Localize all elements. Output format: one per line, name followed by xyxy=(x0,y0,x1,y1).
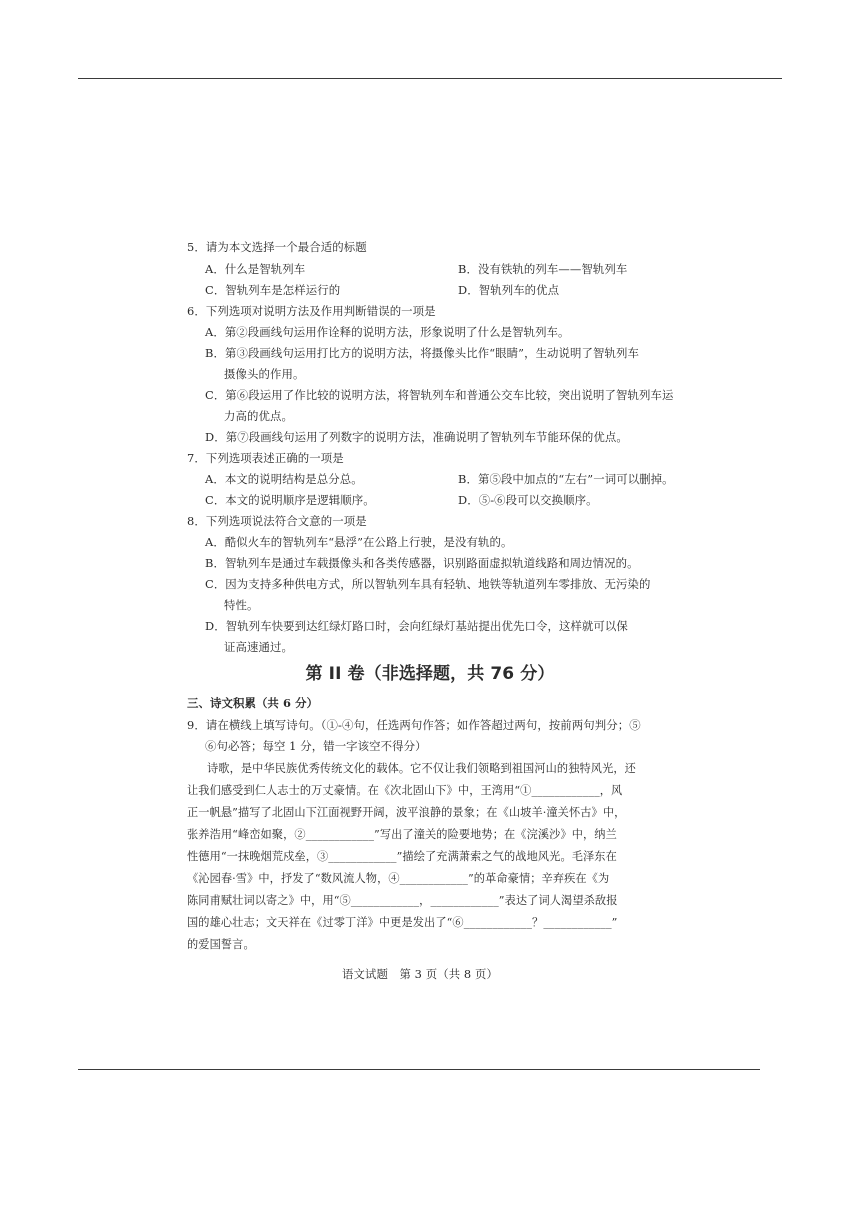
section-heading: 三、诗文积累（共 6 分） xyxy=(187,696,319,710)
q9-paragraph-line: 国的雄心壮志；文天祥在《过零丁洋》中更是发出了“⑥____________？____________” xyxy=(187,916,618,929)
q9-paragraph-line: 让我们感受到仁人志士的万丈豪情。在《次北固山下》中，王湾用“①____________，风 xyxy=(187,784,623,797)
q9-paragraph-line: 性德用“一抹晚烟荒戍垒，③____________”描绘了充满萧索之气的战地风光。毛泽东在 xyxy=(187,850,617,863)
q5-option-b: B．没有铁轨的列车——智轨列车 xyxy=(458,262,628,276)
q9-paragraph-line: 诗歌，是中华民族优秀传统文化的载体。它不仅让我们领略到祖国河山的独特风光，还 xyxy=(207,762,636,775)
q8-option-d-cont: 证高速通过。 xyxy=(224,640,293,654)
part2-title: 第 II 卷（非选择题，共 76 分） xyxy=(305,664,555,684)
q5-option-c: C．智轨列车是怎样运行的 xyxy=(205,283,341,297)
q9-paragraph-line: 张养浩用“峰峦如聚，②____________”写出了潼关的险要地势；在《浣溪沙》中，纳兰 xyxy=(187,828,617,841)
q9-stem-cont: ⑥句必答；每空 1 分，错一字该空不得分） xyxy=(205,739,427,753)
q8-option-b: B．智轨列车是通过车载摄像头和各类传感器，识别路面虚拟轨道线路和周边情况的。 xyxy=(205,556,639,570)
q9-paragraph-line: 《沁园春·雪》中，抒发了“数风流人物，④____________”的革命豪情；辛弃疾在《为 xyxy=(187,872,610,885)
q6-option-c: C．第⑥段运用了作比较的说明方法，将智轨列车和普通公交车比较，突出说明了智轨列车运 xyxy=(205,388,674,402)
q8-option-a: A．酷似火车的智轨列车“悬浮”在公路上行驶，是没有轨的。 xyxy=(205,535,513,549)
q7-stem: 7．下列选项表述正确的一项是 xyxy=(187,451,344,465)
q6-stem: 6．下列选项对说明方法及作用判断错误的一项是 xyxy=(187,304,436,318)
q8-option-c-cont: 特性。 xyxy=(224,598,259,612)
q6-option-d: D．第⑦段画线句运用了列数字的说明方法，准确说明了智轨列车节能环保的优点。 xyxy=(205,430,628,444)
q9-paragraph-line: 的爱国誓言。 xyxy=(187,938,255,951)
q5-option-d: D．智轨列车的优点 xyxy=(458,283,560,297)
q8-option-c: C．因为支持多种供电方式，所以智轨列车具有轻轨、地铁等轨道列车零排放、无污染的 xyxy=(205,577,651,591)
q6-option-a: A．第②段画线句运用作诠释的说明方法，形象说明了什么是智轨列车。 xyxy=(205,325,570,339)
q7-option-c: C．本文的说明顺序是逻辑顺序。 xyxy=(205,493,375,507)
q6-option-c-cont: 力高的优点。 xyxy=(224,409,293,423)
q5-option-a: A．什么是智轨列车 xyxy=(205,262,306,276)
q9-paragraph-line: 正一帆悬”描写了北固山下江面视野开阔，波平浪静的景象；在《山坡羊·潼关怀古》中， xyxy=(187,806,626,819)
page-footer: 语文试题 第 3 页（共 8 页） xyxy=(342,967,498,981)
q7-option-d: D．⑤-⑥段可以交换顺序。 xyxy=(458,493,598,507)
q8-option-d: D．智轨列车快要到达红绿灯路口时，会向红绿灯基站提出优先口令，这样就可以保 xyxy=(205,619,628,633)
q9-stem: 9．请在横线上填写诗句。（①-④句，任选两句作答；如作答超过两句，按前两句判分；⑤ xyxy=(187,718,641,732)
q6-option-b: B．第③段画线句运用打比方的说明方法，将摄像头比作“眼睛”，生动说明了智轨列车 xyxy=(205,346,639,360)
q8-stem: 8．下列选项说法符合文意的一项是 xyxy=(187,514,367,528)
q5-stem: 5．请为本文选择一个最合适的标题 xyxy=(187,240,367,254)
footer-rule xyxy=(78,1069,760,1070)
q6-option-b-cont: 摄像头的作用。 xyxy=(224,367,305,381)
header-rule xyxy=(78,78,782,79)
q9-paragraph-line: 陈同甫赋壮词以寄之》中，用“⑤____________，____________”表达了词人渴望杀敌报 xyxy=(187,894,618,907)
q7-option-b: B．第⑤段中加点的“左右”一词可以删掉。 xyxy=(458,472,674,486)
q7-option-a: A．本文的说明结构是总分总。 xyxy=(205,472,363,486)
